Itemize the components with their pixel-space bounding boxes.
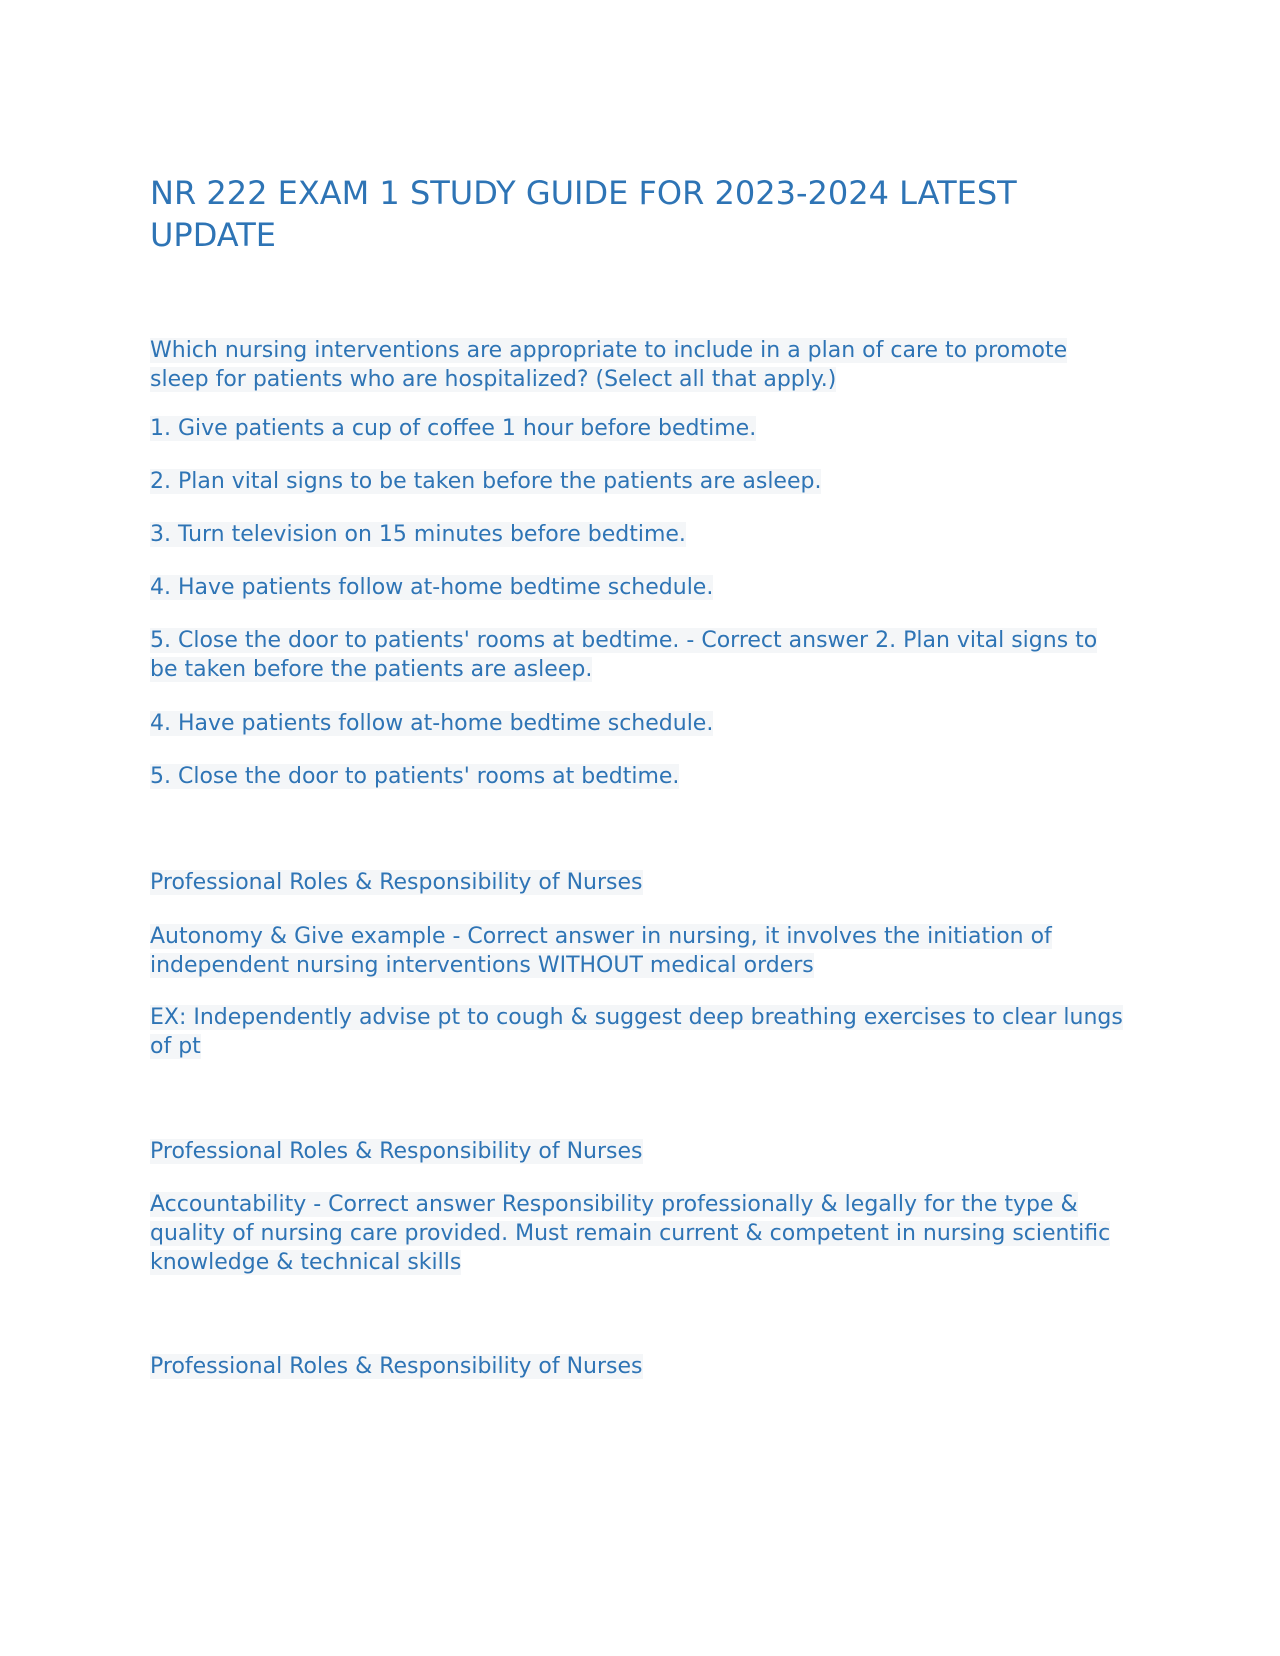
correct-answer-continued-2: 5. Close the door to patients' rooms at bedtime. xyxy=(150,764,680,789)
section-heading: Professional Roles & Responsibility of Nurses xyxy=(150,1139,643,1164)
autonomy-example: EX: Independently advise pt to cough & suggest deep breathing exercises to clear lungs of pt xyxy=(150,1005,1123,1059)
autonomy-definition: Autonomy & Give example - Correct answer in nursing, it involves the initiation of independent nursing interventions WITHOUT medical orders xyxy=(150,924,1052,978)
answer-option-2: 2. Plan vital signs to be taken before the patients are asleep. xyxy=(150,469,822,494)
answer-option-4: 4. Have patients follow at-home bedtime schedule. xyxy=(150,575,714,600)
answer-option-3: 3. Turn television on 15 minutes before bedtime. xyxy=(150,522,686,547)
accountability-definition: Accountability - Correct answer Responsibility professionally & legally for the type & quality of nursing care provided. Must remain current & competent in nursing scientific knowledge & technical skills xyxy=(150,1192,1111,1275)
document-title: NR 222 EXAM 1 STUDY GUIDE FOR 2023-2024 LATEST UPDATE xyxy=(150,174,1017,254)
correct-answer-continued-1: 4. Have patients follow at-home bedtime schedule. xyxy=(150,711,714,736)
answer-option-1: 1. Give patients a cup of coffee 1 hour before bedtime. xyxy=(150,416,757,441)
section-heading: Professional Roles & Responsibility of Nurses xyxy=(150,870,643,895)
answer-option-5-with-correct-answer: 5. Close the door to patients' rooms at bedtime. - Correct answer 2. Plan vital signs to be taken before the patients are asleep. xyxy=(150,628,1098,682)
section-heading: Professional Roles & Responsibility of Nurses xyxy=(150,1354,643,1379)
question-prompt: Which nursing interventions are appropriate to include in a plan of care to promote sleep for patients who are hospitalized? (Select all that apply.) xyxy=(150,338,1068,392)
